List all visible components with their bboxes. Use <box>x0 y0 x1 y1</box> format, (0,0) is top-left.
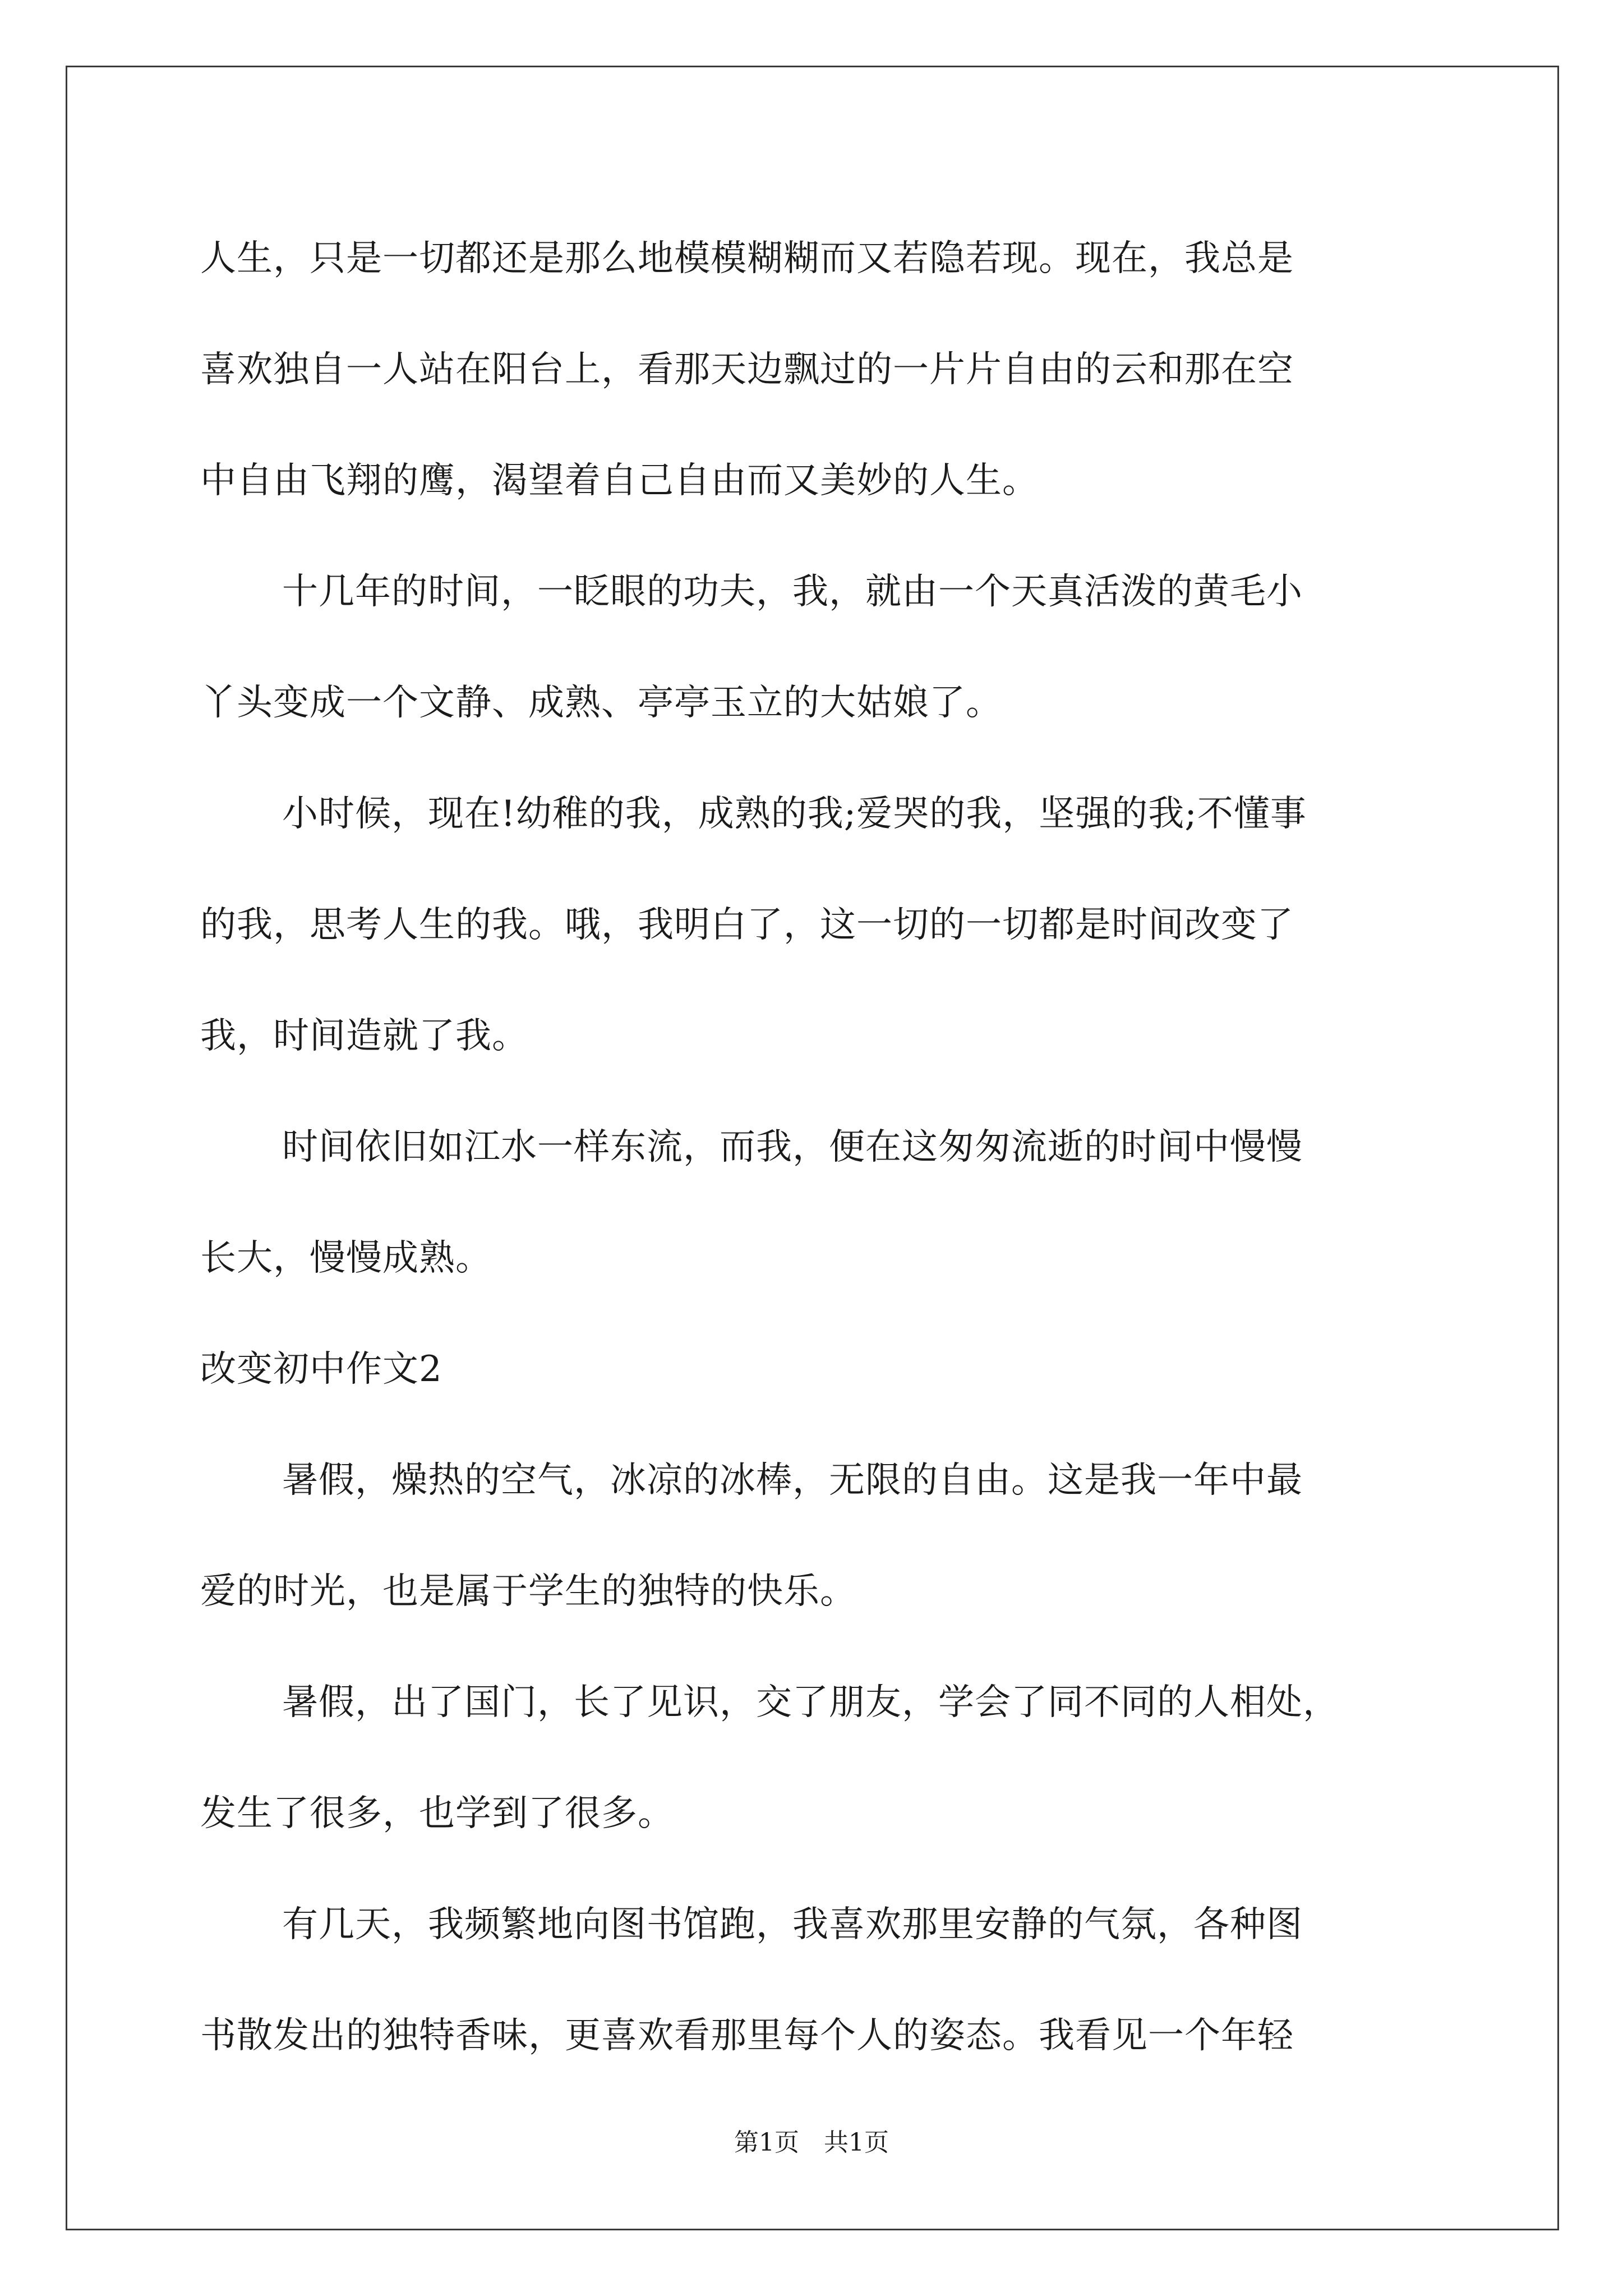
text-line: 丫头变成一个文静、成熟、亭亭玉立的大姑娘了。 <box>200 682 1002 724</box>
page-number-footer: 第1页 共1页 <box>734 2128 889 2157</box>
text-line: 爱的时光，也是属于学生的独特的快乐。 <box>200 1571 856 1612</box>
text-line: 中自由飞翔的鹰，渴望着自己自由而又美妙的人生。 <box>200 460 1039 501</box>
paragraph-first-line: 暑假，出了国门，长了见识，交了朋友，学会了同不同的人相处， <box>282 1682 1339 1723</box>
paragraph-first-line: 有几天，我频繁地向图书馆跑，我喜欢那里安静的气氛，各种图 <box>282 1904 1303 1945</box>
paragraph-first-line: 暑假，燥热的空气，冰凉的冰棒，无限的自由。这是我一年中最 <box>282 1460 1303 1501</box>
text-line: 的我，思考人生的我。哦，我明白了，这一切的一切都是时间改变了 <box>200 904 1294 946</box>
text-line: 我，时间造就了我。 <box>200 1015 528 1057</box>
document-body <box>200 203 1434 2091</box>
paragraph-first-line: 小时候，现在!幼稚的我，成熟的我;爱哭的我，坚强的我;不懂事 <box>282 793 1307 835</box>
text-line: 书散发出的独特香味，更喜欢看那里每个人的姿态。我看见一个年轻 <box>200 2015 1294 2056</box>
paragraph-first-line: 时间依旧如江水一样东流，而我，便在这匆匆流逝的时间中慢慢 <box>282 1126 1303 1168</box>
paragraph-first-line: 十几年的时间，一眨眼的功夫，我，就由一个天真活泼的黄毛小 <box>282 571 1303 613</box>
text-line: 喜欢独自一人站在阳台上，看那天边飘过的一片片自由的云和那在空 <box>200 349 1294 390</box>
text-line: 长大，慢慢成熟。 <box>200 1237 492 1279</box>
text-line: 发生了很多，也学到了很多。 <box>200 1793 674 1834</box>
text-line: 人生，只是一切都还是那么地模模糊糊而又若隐若现。现在，我总是 <box>200 238 1294 279</box>
section-heading: 改变初中作文2 <box>200 1349 442 1390</box>
